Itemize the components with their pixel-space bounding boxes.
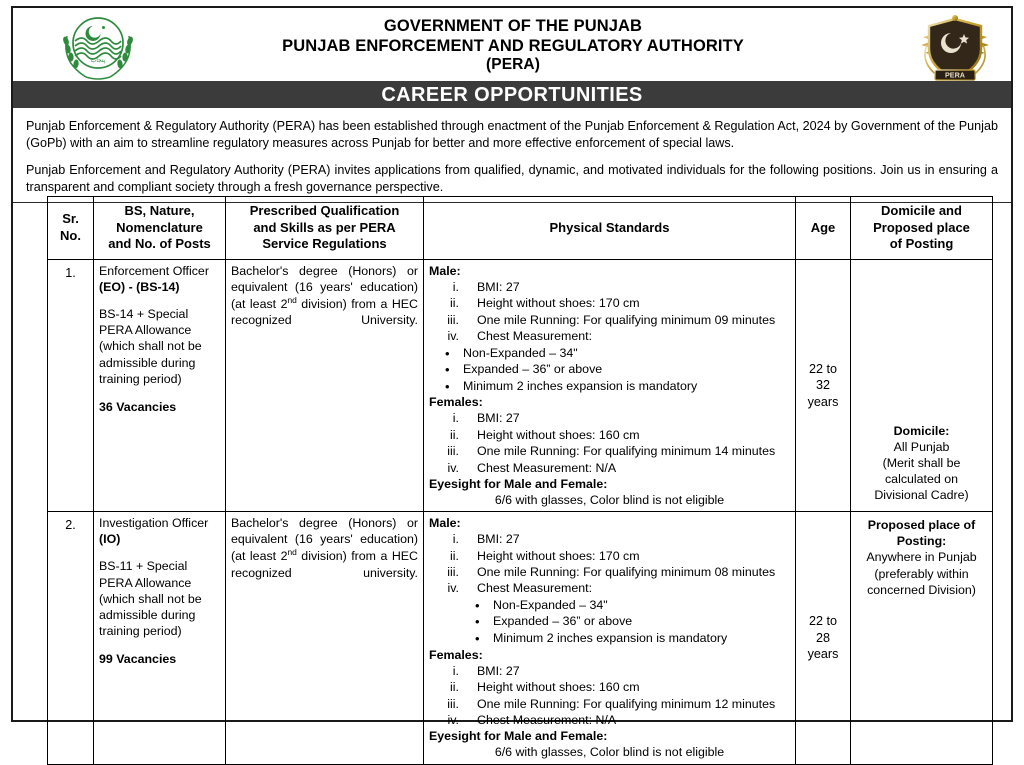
- list-item: [429, 580, 790, 596]
- svg-text:پنجاب: پنجاب: [90, 57, 106, 64]
- domicile-line1: All Punjab: [893, 439, 950, 454]
- item-text: One mile Running: For qualifying minimum 09 minutes: [477, 312, 776, 327]
- header-dom-line3: of Posting: [889, 236, 954, 252]
- domicile-line3: calculated on: [884, 471, 959, 486]
- intro-section: [13, 110, 1011, 203]
- list-item: • Expanded – 36” or above: [429, 613, 790, 630]
- post-vacancies: 99 Vacancies: [99, 652, 177, 667]
- qualification-text-pre: Bachelor's degree (Honors) or equivalent (16 years' education) (at least 2: [231, 263, 418, 312]
- header-age: Age: [796, 197, 851, 260]
- qualification-text-post: division) from a HEC recognized university.: [231, 549, 418, 580]
- header-sr-no: [48, 197, 94, 260]
- cell-physical-standards: [424, 259, 796, 511]
- header-qual-line3: Service Regulations: [262, 236, 387, 252]
- posting-line1: Anywhere in Punjab: [866, 550, 977, 565]
- post-code: (IO): [99, 532, 121, 547]
- post-code: (EO) - (BS-14): [99, 280, 180, 294]
- age-line2: 32: [815, 378, 830, 393]
- cell-domicile-posting: [851, 259, 993, 511]
- item-text: Height without shoes: 160 cm: [477, 680, 640, 695]
- header-sr-line1: Sr.: [62, 211, 79, 227]
- header-bs-line3: and No. of Posts: [108, 236, 211, 252]
- female-requirements-list: [429, 410, 790, 476]
- cell-sr-no: 2.: [48, 512, 94, 764]
- positions-table: [47, 196, 993, 765]
- header-qual-line2: and Skills as per PERA: [253, 219, 396, 235]
- item-text: BMI: 27: [477, 280, 520, 294]
- cell-domicile-posting: [851, 512, 993, 764]
- header-dom-line2: Proposed place: [873, 219, 970, 235]
- pera-crest-logo-icon: [913, 11, 997, 85]
- item-numeral: i.: [452, 532, 459, 547]
- list-item: • Non-Expanded – 34": [429, 597, 790, 614]
- eyesight-text: 6/6 with glasses, Color blind is not eligible: [494, 493, 725, 508]
- org-line-acronym: (PERA): [486, 56, 540, 74]
- career-opportunities-banner: CAREER OPPORTUNITIES: [13, 82, 1011, 108]
- domicile-title: Domicile:: [893, 423, 950, 438]
- item-text: Chest Measurement: N/A: [477, 460, 617, 475]
- female-section-label: Females:: [429, 395, 483, 410]
- header-sr-line2: No.: [60, 227, 81, 243]
- org-line-authority: PUNJAB ENFORCEMENT AND REGULATORY AUTHORITY: [282, 37, 744, 56]
- spacer: [99, 295, 220, 306]
- eyesight-text: 6/6 with glasses, Color blind is not eligible: [494, 745, 725, 760]
- item-numeral: iii.: [447, 312, 459, 327]
- list-item: • Expanded – 36” or above: [429, 361, 790, 378]
- cell-physical-standards: [424, 512, 796, 764]
- item-numeral: i.: [452, 411, 459, 426]
- cell-qualification: [226, 512, 424, 764]
- list-item: [429, 696, 790, 712]
- list-item: • Minimum 2 inches expansion is mandatory: [429, 378, 790, 395]
- list-item: [429, 564, 790, 580]
- list-item: [429, 460, 790, 476]
- female-requirements-list: [429, 663, 790, 729]
- age-line2: 28: [815, 630, 830, 645]
- female-section-label: Females:: [429, 647, 483, 662]
- cell-age: [796, 259, 851, 511]
- list-item: [429, 295, 790, 311]
- post-vacancies: 36 Vacancies: [99, 399, 177, 414]
- header-dom-line1: Domicile and: [881, 203, 962, 218]
- list-item: [429, 548, 790, 564]
- svg-text:PERA: PERA: [945, 70, 965, 80]
- header-domicile-posting: [851, 197, 993, 260]
- list-item: • Minimum 2 inches expansion is mandatory: [429, 630, 790, 647]
- post-allowance: BS-14 + Special PERA Allowance (which shall not be admissible during training period): [99, 307, 202, 386]
- item-numeral: iv.: [447, 460, 459, 475]
- table-row: [48, 512, 993, 764]
- list-item: [429, 312, 790, 328]
- item-text: Height without shoes: 170 cm: [477, 548, 640, 563]
- table-header-row: [48, 197, 993, 260]
- item-numeral: i.: [452, 280, 459, 294]
- masthead: [13, 8, 1011, 82]
- qualification-ordinal-suffix: nd: [287, 547, 297, 558]
- item-numeral: i.: [452, 663, 459, 678]
- chest-measurement-bullets: [429, 597, 790, 647]
- age-line3: years: [807, 394, 839, 409]
- post-title: Investigation Officer: [99, 516, 209, 531]
- list-item: [429, 328, 790, 344]
- age-line1: 22 to: [808, 362, 837, 376]
- post-allowance: BS-11 + Special PERA Allowance (which shall not be admissible during training period): [99, 559, 202, 638]
- list-item: [429, 712, 790, 728]
- item-text: BMI: 27: [477, 532, 520, 547]
- item-numeral: iii.: [447, 444, 459, 459]
- cell-sr-no: 1.: [48, 259, 94, 511]
- qualification-text-pre: Bachelor's degree (Honors) or equivalent (16 years' education) (at least 2: [231, 516, 418, 564]
- header-physical-standards: Physical Standards: [424, 197, 796, 260]
- item-text: BMI: 27: [477, 663, 520, 678]
- qualification-text-post: division) from a HEC recognized University.: [231, 297, 418, 328]
- item-text: Height without shoes: 160 cm: [477, 427, 640, 442]
- list-item: • Non-Expanded – 34": [429, 345, 790, 362]
- list-item: [429, 279, 790, 295]
- item-text: Chest Measurement: N/A: [477, 712, 617, 727]
- item-text: Height without shoes: 170 cm: [477, 296, 640, 311]
- header-bs-nomenclature: [94, 197, 226, 260]
- cell-age: [796, 512, 851, 764]
- male-section-label: Male:: [429, 263, 461, 278]
- intro-paragraph-1: Punjab Enforcement & Regulatory Authority (PERA) has been established through enactment of the Punjab Enforcement & Regulation Act, 2024 by Government of the Punjab (GoPb) with an aim to streamline regulatory measures across Punjab for better and more effective enforcement of special laws.: [26, 119, 998, 150]
- org-line-government: GOVERNMENT OF THE PUNJAB: [383, 17, 643, 35]
- item-numeral: iv.: [447, 712, 459, 727]
- male-section-label: Male:: [429, 516, 461, 531]
- item-numeral: ii.: [450, 296, 459, 311]
- cell-qualification: [226, 259, 424, 511]
- item-numeral: iii.: [447, 565, 459, 580]
- posting-line3: concerned Division): [867, 582, 976, 597]
- punjab-government-emblem-icon: [45, 14, 151, 80]
- item-text: Chest Measurement:: [477, 581, 593, 596]
- list-item: [429, 427, 790, 443]
- item-numeral: iii.: [447, 696, 459, 711]
- age-line3: years: [807, 647, 839, 662]
- post-title: Enforcement Officer: [99, 263, 209, 278]
- table-row: [48, 259, 993, 511]
- item-numeral: iv.: [447, 581, 459, 596]
- age-line1: 22 to: [808, 614, 837, 629]
- item-text: BMI: 27: [477, 411, 520, 426]
- header-bs-line1: BS, Nature,: [124, 203, 195, 218]
- posting-title-line1: Proposed place of: [867, 518, 976, 533]
- list-item: [429, 443, 790, 459]
- item-text: One mile Running: For qualifying minimum 08 minutes: [477, 565, 776, 580]
- cell-post-details: [94, 512, 226, 764]
- intro-paragraph-2: Punjab Enforcement and Regulatory Authority (PERA) invites applications from qualified, dynamic, and motivated individuals for the following positions. Join us in ensuring a transparent and compliant society through a fresh governance perspective.: [26, 163, 998, 195]
- list-item: [429, 531, 790, 547]
- qualification-ordinal-suffix: nd: [287, 295, 297, 306]
- masthead-titles: [163, 16, 863, 75]
- domicile-line2: (Merit shall be: [882, 455, 961, 470]
- eyesight-label: Eyesight for Male and Female:: [429, 729, 608, 744]
- item-numeral: iv.: [447, 329, 459, 344]
- item-numeral: ii.: [450, 680, 459, 695]
- eyesight-label: Eyesight for Male and Female:: [429, 476, 608, 491]
- male-requirements-list: [429, 531, 790, 597]
- item-text: One mile Running: For qualifying minimum 12 minutes: [477, 696, 776, 711]
- domicile-line4: Divisional Cadre): [874, 488, 969, 503]
- spacer: [99, 547, 220, 558]
- item-numeral: ii.: [450, 548, 459, 563]
- posting-line2: (preferably within: [874, 566, 969, 581]
- header-qual-line1: Prescribed Qualification: [249, 203, 400, 218]
- list-item: [429, 663, 790, 679]
- cell-post-details: [94, 259, 226, 511]
- male-requirements-list: [429, 279, 790, 345]
- header-qualification: [226, 197, 424, 260]
- header-bs-line2: Nomenclature: [116, 219, 203, 235]
- posting-title-line2: Posting:: [896, 534, 947, 549]
- list-item: [429, 679, 790, 695]
- chest-measurement-bullets: [429, 345, 790, 395]
- item-numeral: ii.: [450, 427, 459, 442]
- item-text: Chest Measurement:: [477, 329, 593, 344]
- item-text: One mile Running: For qualifying minimum 14 minutes: [477, 444, 776, 459]
- list-item: [429, 410, 790, 426]
